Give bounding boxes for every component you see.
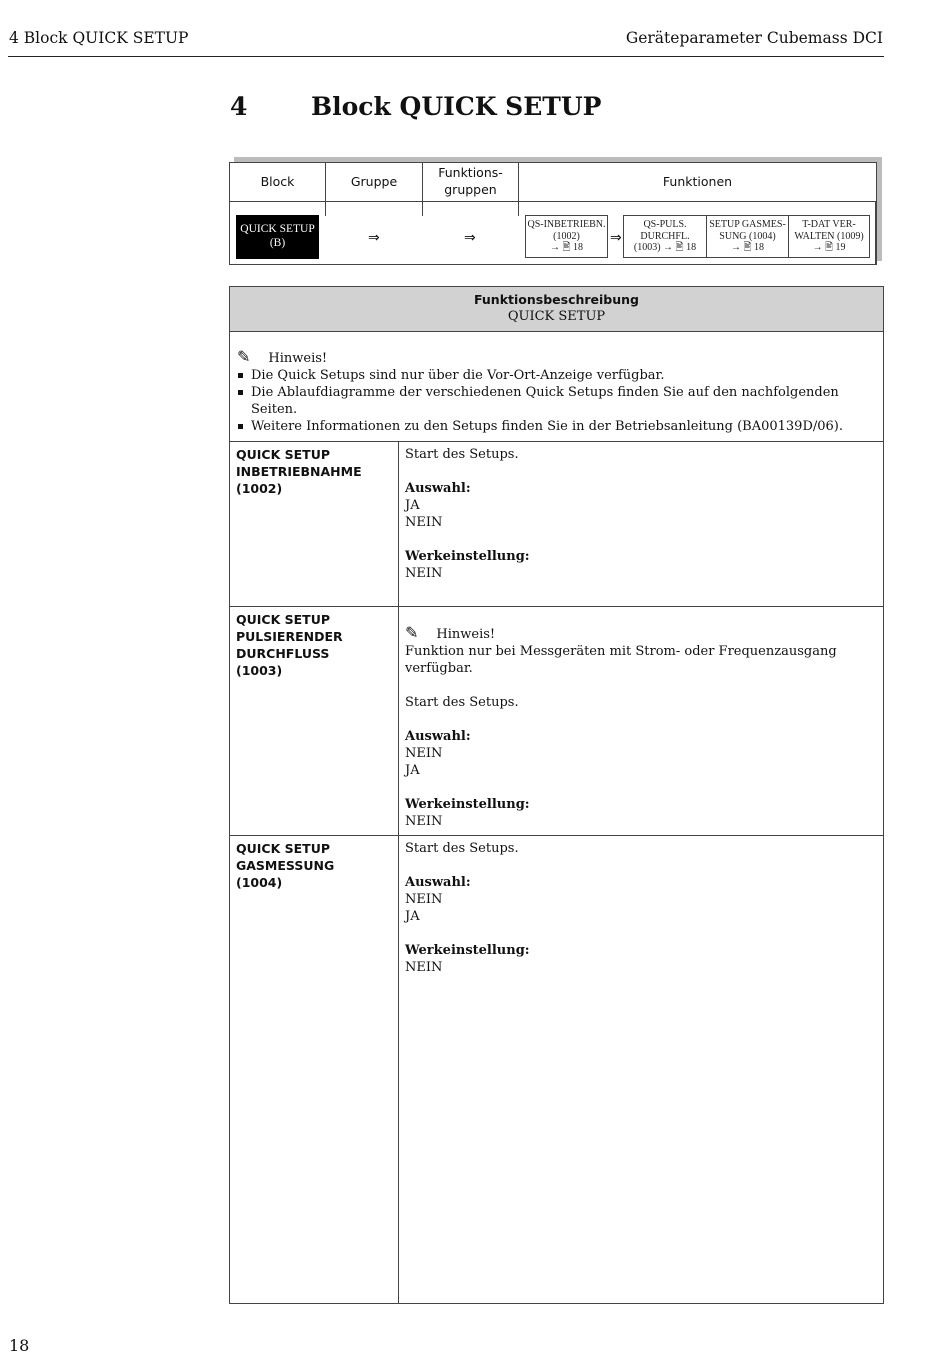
flow-arrow: ⇒ — [368, 230, 380, 246]
running-header-left: 4 Block QUICK SETUP — [9, 29, 189, 47]
function-box-group — [623, 215, 870, 258]
start-text: Start des Setups. — [405, 841, 519, 856]
auswahl-label: Auswahl: — [405, 481, 471, 496]
block-quick-setup-label: QUICK SETUP (B) — [236, 215, 319, 259]
overview-right-divider — [875, 201, 876, 264]
flow-arrow: ⇒ — [464, 230, 476, 246]
auswahl-option: NEIN — [405, 892, 443, 907]
werkeinstellung-value: NEIN — [405, 566, 443, 581]
running-header-right: Geräteparameter Cubemass DCI — [625, 29, 883, 47]
row-name-cell — [230, 836, 399, 1303]
note-title: Hinweis! — [436, 627, 496, 642]
werkeinstellung-label: Werkeinstellung: — [405, 549, 530, 564]
auswahl-option: NEIN — [405, 746, 443, 761]
row-name-cell — [230, 607, 399, 835]
auswahl-option: NEIN — [405, 515, 443, 530]
function-description-table — [229, 286, 884, 1304]
werkeinstellung-label: Werkeinstellung: — [405, 797, 530, 812]
function-t-dat-verwalten: T-DAT VER- WALTEN (1009) → 🖹 19 — [788, 216, 869, 257]
note-bullet: Die Ablaufdiagramme der verschiedenen Quick Setups finden Sie auf den nachfolgenden Seiten. — [237, 384, 883, 418]
auswahl-option: JA — [405, 498, 420, 513]
row-description-cell — [405, 446, 530, 582]
function-qs-inbetriebn: QS-INBETRIEBN. (1002) → 🖹 18 — [527, 219, 606, 254]
start-text: Start des Setups. — [405, 695, 519, 710]
overview-header-block: Block — [260, 173, 295, 189]
pencil-icon: ✎ — [405, 623, 419, 642]
page-number: 18 — [9, 1336, 30, 1355]
note-heading — [405, 624, 883, 643]
werkeinstellung-label: Werkeinstellung: — [405, 943, 530, 958]
function-setup-gasmessung: SETUP GASMES- SUNG (1004) → 🖹 18 — [706, 216, 788, 257]
function-name: QUICK SETUP INBETRIEBNAHME (1002) — [236, 447, 362, 496]
note-bullet: Weitere Informationen zu den Setups finden Sie in der Betriebsanleitung (BA00139D/06). — [237, 418, 883, 435]
flow-arrow: ⇒ — [610, 230, 622, 246]
row-name-cell — [230, 442, 399, 606]
note-bullet: Die Quick Setups sind nur über die Vor-Ort-Anzeige verfügbar. — [237, 367, 883, 384]
table-header-title: Funktionsbeschreibung — [473, 292, 639, 307]
table-row-1004 — [230, 836, 883, 1303]
overview-header-rule — [230, 201, 876, 202]
overview-header-funktionen: Funktionen — [662, 173, 733, 189]
pencil-icon: ✎ — [237, 347, 251, 366]
chapter-title: Block QUICK SETUP — [311, 92, 602, 121]
table-row-1002 — [230, 442, 883, 607]
overview-table — [229, 162, 877, 265]
overview-header-gruppe: Gruppe — [350, 173, 398, 189]
note-text: Funktion nur bei Messgeräten mit Strom- oder Frequenzausgang verfügbar. — [405, 644, 837, 676]
auswahl-option: JA — [405, 763, 420, 778]
note-bullet-list — [237, 367, 883, 435]
row-description-cell — [405, 840, 530, 976]
note-title: Hinweis! — [268, 351, 328, 366]
function-name: QUICK SETUP PULSIERENDER DURCHFLUSS (1003) — [236, 612, 343, 678]
overview-header-funktionsgruppen: Funktions- gruppen — [438, 165, 503, 197]
table-row-1003 — [230, 607, 883, 836]
start-text: Start des Setups. — [405, 447, 519, 462]
auswahl-option: JA — [405, 909, 420, 924]
auswahl-label: Auswahl: — [405, 875, 471, 890]
general-note — [230, 333, 883, 442]
werkeinstellung-value: NEIN — [405, 960, 443, 975]
auswahl-label: Auswahl: — [405, 729, 471, 744]
header-rule — [8, 56, 884, 57]
table-header-subtitle: QUICK SETUP — [507, 309, 606, 324]
note-heading — [237, 347, 327, 366]
table-header — [230, 287, 883, 332]
werkeinstellung-value: NEIN — [405, 814, 443, 829]
row-description-cell — [405, 624, 883, 830]
function-qs-puls-durchfl: QS-PULS. DURCHFL. (1003) → 🖹 18 — [633, 219, 697, 254]
function-name: QUICK SETUP GASMESSUNG (1004) — [236, 841, 335, 890]
chapter-number: 4 — [230, 92, 248, 121]
function-box-1002 — [525, 215, 608, 258]
